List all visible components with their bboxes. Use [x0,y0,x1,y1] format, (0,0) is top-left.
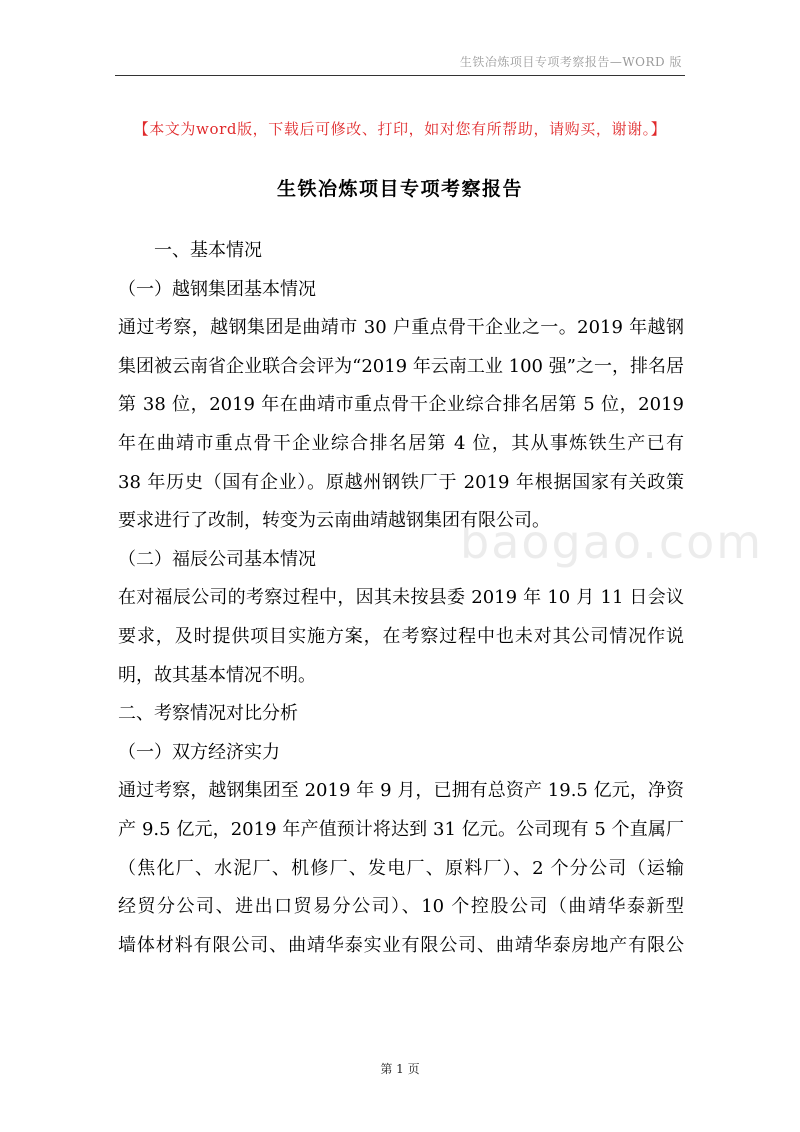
paragraph-line: 年在曲靖市重点骨干企业综合排名居第 4 位，其从事炼铁生产已有 [118,432,684,454]
paragraph-line: 要求，及时提供项目实施方案，在考察过程中也未对其公司情况作说 [118,625,684,647]
paragraph-line: 38 年历史（国有企业）。原越州钢铁厂于 2019 年根据国家有关政策 [118,471,684,493]
subsection-heading: （一）双方经济实力 [118,741,280,763]
document-body [118,232,684,965]
paragraph-line: 第 38 位，2019 年在曲靖市重点骨干企业综合排名居第 5 位，2019 [118,394,684,416]
paragraph-line: 要求进行了改制，转变为云南曲靖越钢集团有限公司。 [118,510,550,532]
paragraph-line: （焦化厂、水泥厂、机修厂、发电厂、原料厂）、2 个分公司（运输 [118,857,684,879]
section-heading: 二、考察情况对比分析 [118,703,298,725]
running-header: 生铁冶炼项目专项考察报告—WORD 版 [459,55,682,69]
paragraph-line: 墙体材料有限公司、曲靖华泰实业有限公司、曲靖华泰房地产有限公 [118,934,684,956]
paragraph-line: 在对福辰公司的考察过程中，因其未按县委 2019 年 10 月 11 日会议 [118,587,684,609]
paragraph-line: 产 9.5 亿元，2019 年产值预计将达到 31 亿元。公司现有 5 个直属厂 [118,818,684,840]
paragraph-line: 明，故其基本情况不明。 [118,664,316,686]
subsection-heading: （一）越钢集团基本情况 [118,278,316,300]
paragraph-line: 通过考察，越钢集团至 2019 年 9 月，已拥有总资产 19.5 亿元，净资 [118,780,684,802]
paragraph-line: 通过考察，越钢集团是曲靖市 30 户重点骨干企业之一。2019 年越钢 [118,317,684,339]
section-heading: 一、基本情况 [154,240,262,261]
page-title: 生铁冶炼项目专项考察报告 [276,178,523,200]
purchase-notice: 【本文为word版，下载后可修改、打印，如对您有所帮助，请购买，谢谢。】 [133,120,667,138]
page-number: 第 1 页 [380,1062,420,1076]
paragraph-line: 集团被云南省企业联合会评为“2019 年云南工业 100 强”之一，排名居 [118,355,684,377]
subsection-heading: （二）福辰公司基本情况 [118,548,316,570]
paragraph-line: 经贸分公司、进出口贸易分公司）、10 个控股公司（曲靖华泰新型 [118,896,684,918]
watermark: baogao.com [460,515,764,569]
header-divider [115,75,685,76]
